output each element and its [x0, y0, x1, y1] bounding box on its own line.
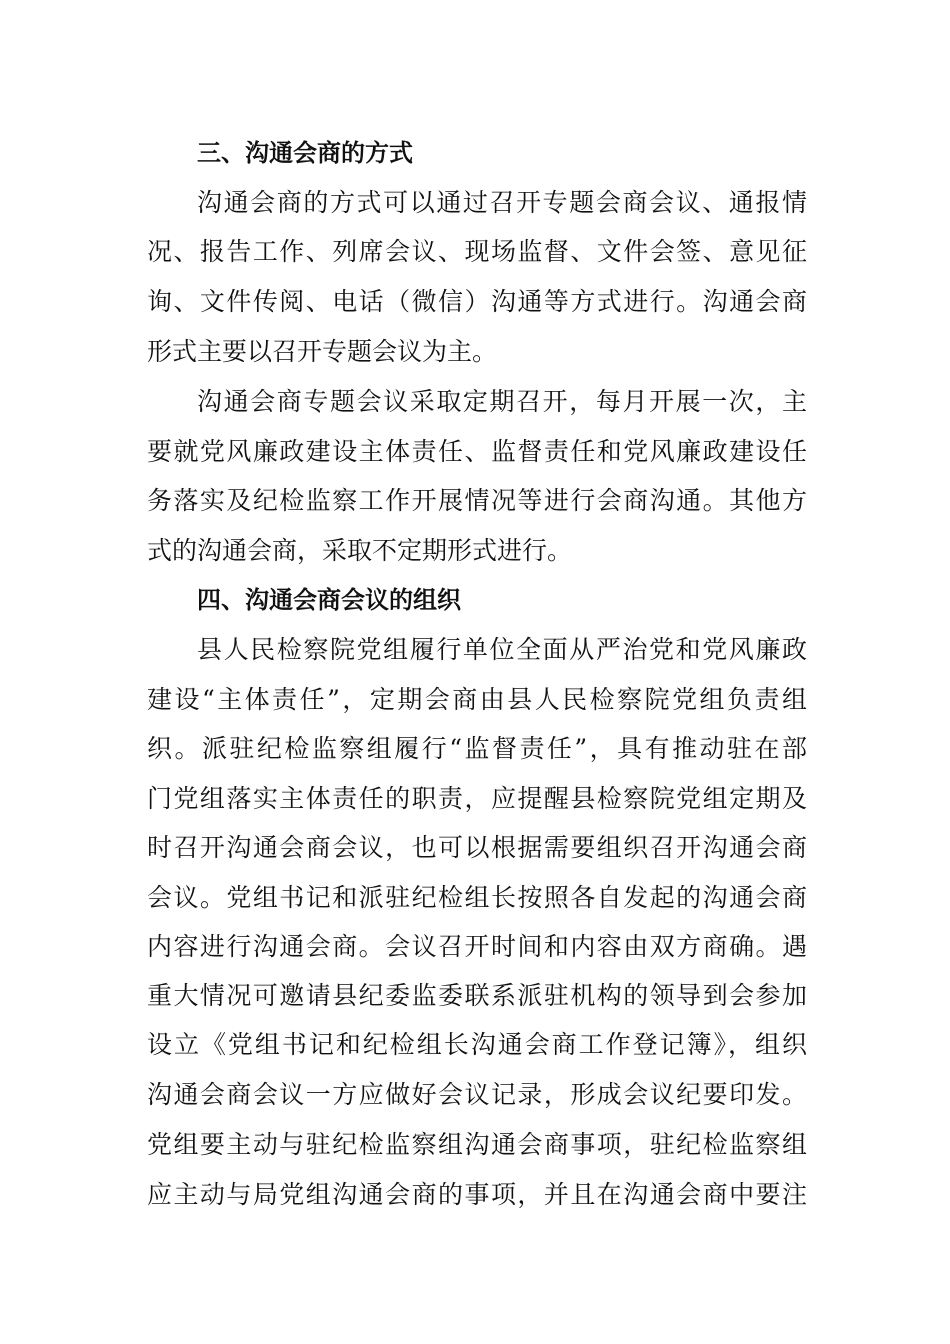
paragraph-line: 应主动与局党组沟通会商的事项，并且在沟通会商中要注 — [147, 1180, 807, 1209]
paragraph-line: 况、报告工作、列席会议、现场监督、文件会签、意见征 — [147, 237, 807, 266]
paragraph-line: 内容进行沟通会商。会议召开时间和内容由双方商确。遇 — [147, 932, 807, 961]
paragraph-line: 形式主要以召开专题会议为主。 — [147, 337, 498, 366]
paragraph-line: 询、文件传阅、电话（微信）沟通等方式进行。沟通会商 — [147, 287, 807, 316]
paragraph-line: 门党组落实主体责任的职责，应提醒县检察院党组定期及 — [147, 784, 807, 813]
paragraph-line: 沟通会商专题会议采取定期召开，每月开展一次，主 — [197, 387, 807, 416]
section-heading-3: 三、沟通会商的方式 — [197, 139, 413, 167]
paragraph-line: 式的沟通会商，采取不定期形式进行。 — [147, 536, 573, 565]
paragraph-line: 务落实及纪检监察工作开展情况等进行会商沟通。其他方 — [147, 486, 807, 515]
paragraph-line: 沟通会商会议一方应做好会议记录，形成会议纪要印发。 — [147, 1080, 807, 1109]
paragraph-line: 县人民检察院党组履行单位全面从严治党和党风廉政 — [197, 635, 807, 664]
paragraph-line: 重大情况可邀请县纪委监委联系派驻机构的领导到会参加 — [147, 981, 807, 1010]
section-heading-4: 四、沟通会商会议的组织 — [197, 586, 461, 614]
paragraph-line: 建设“主体责任”，定期会商由县人民检察院党组负责组 — [147, 685, 807, 714]
paragraph-line: 织。派驻纪检监察组履行“监督责任”，具有推动驻在部 — [147, 734, 807, 763]
paragraph-line: 要就党风廉政建设主体责任、监督责任和党风廉政建设任 — [147, 437, 807, 466]
paragraph-line: 会议。党组书记和派驻纪检组长按照各自发起的沟通会商 — [147, 883, 807, 912]
paragraph-line: 党组要主动与驻纪检监察组沟通会商事项，驻纪检监察组 — [147, 1130, 807, 1159]
paragraph-line: 时召开沟通会商会议，也可以根据需要组织召开沟通会商 — [147, 833, 807, 862]
paragraph-line: 沟通会商的方式可以通过召开专题会商会议、通报情 — [197, 188, 807, 217]
paragraph-line: 设立《党组书记和纪检组长沟通会商工作登记簿》，组织 — [147, 1030, 807, 1059]
